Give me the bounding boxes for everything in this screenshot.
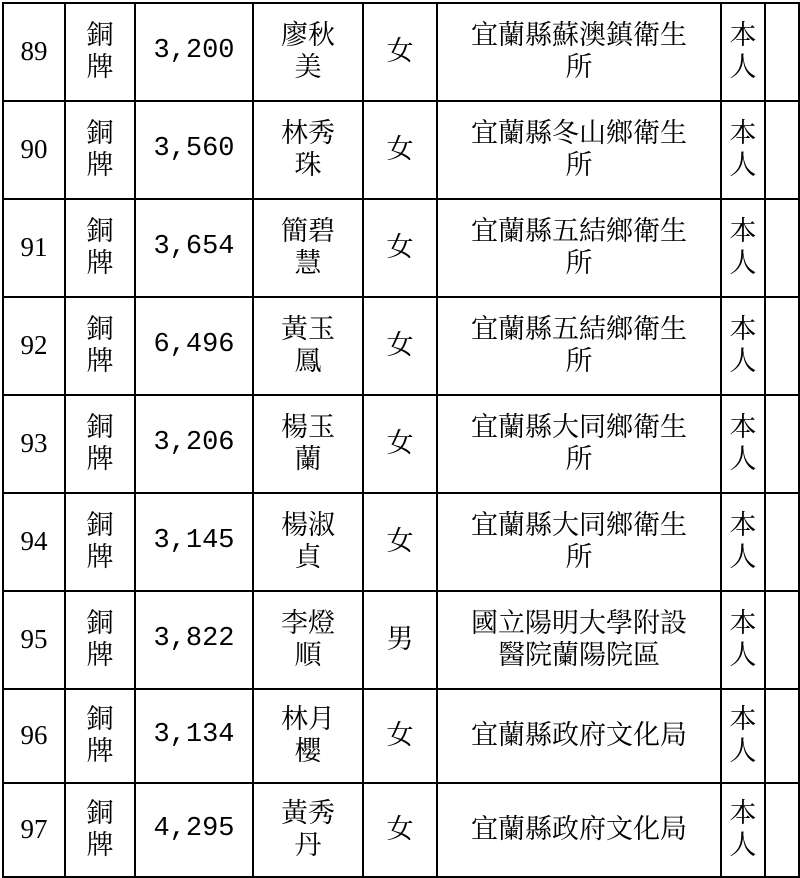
award-type-line: 銅 xyxy=(86,216,114,247)
cell-organization xyxy=(437,395,721,493)
award-type-line: 牌 xyxy=(86,640,114,670)
organization-line: 宜蘭縣五結鄉衛生 xyxy=(471,314,687,345)
cell-serial-number: 97 xyxy=(3,783,65,877)
organization-line: 宜蘭縣蘇澳鎮衛生 xyxy=(471,20,687,51)
organization-line: 所 xyxy=(565,52,593,82)
cell-receiver xyxy=(721,199,765,297)
cell-award-type xyxy=(65,3,135,101)
cell-serial-number: 90 xyxy=(3,101,65,199)
cell-gender: 女 xyxy=(363,297,437,395)
organization-line: 宜蘭縣五結鄉衛生 xyxy=(471,216,687,247)
cell-signature[interactable] xyxy=(765,689,799,783)
recipient-name-line: 慧 xyxy=(294,248,322,278)
receiver-line: 人 xyxy=(729,830,757,860)
table-row xyxy=(3,199,799,297)
cell-gender: 女 xyxy=(363,3,437,101)
cell-recipient-name xyxy=(253,101,363,199)
receiver-line: 人 xyxy=(729,444,757,474)
recipient-name-line: 楊玉 xyxy=(281,412,335,443)
cell-signature[interactable] xyxy=(765,591,799,689)
table-row xyxy=(3,689,799,783)
cell-gender: 女 xyxy=(363,689,437,783)
receiver-line: 本 xyxy=(729,510,757,541)
cell-gender: 女 xyxy=(363,493,437,591)
recipient-name-line: 黃玉 xyxy=(281,314,335,345)
cell-award-type xyxy=(65,297,135,395)
cell-serial-number: 92 xyxy=(3,297,65,395)
table-row xyxy=(3,3,799,101)
cell-serial-number: 95 xyxy=(3,591,65,689)
cell-recipient-name xyxy=(253,297,363,395)
receiver-line: 本 xyxy=(729,608,757,639)
award-type-line: 銅 xyxy=(86,798,114,829)
receiver-line: 人 xyxy=(729,52,757,82)
recipient-name-line: 林月 xyxy=(281,704,335,735)
award-type-line: 銅 xyxy=(86,118,114,149)
table-row xyxy=(3,101,799,199)
cell-recipient-name xyxy=(253,689,363,783)
organization-line: 醫院蘭陽院區 xyxy=(498,640,660,670)
cell-recipient-name xyxy=(253,199,363,297)
cell-gender: 女 xyxy=(363,199,437,297)
cell-receiver xyxy=(721,395,765,493)
cell-signature[interactable] xyxy=(765,395,799,493)
cell-gender: 女 xyxy=(363,783,437,877)
recipient-name-line: 簡碧 xyxy=(281,216,335,247)
cell-serial-number: 96 xyxy=(3,689,65,783)
recipient-name-line: 黃秀 xyxy=(281,798,335,829)
cell-receiver xyxy=(721,101,765,199)
cell-serial-number: 91 xyxy=(3,199,65,297)
cell-receiver xyxy=(721,783,765,877)
cell-organization xyxy=(437,493,721,591)
award-type-line: 牌 xyxy=(86,736,114,766)
cell-serial-number: 94 xyxy=(3,493,65,591)
award-type-line: 銅 xyxy=(86,20,114,51)
organization-line: 所 xyxy=(565,542,593,572)
cell-organization xyxy=(437,101,721,199)
cell-organization xyxy=(437,199,721,297)
cell-signature[interactable] xyxy=(765,3,799,101)
receiver-line: 本 xyxy=(729,118,757,149)
receiver-line: 本 xyxy=(729,314,757,345)
receiver-line: 本 xyxy=(729,216,757,247)
recipient-name-line: 蘭 xyxy=(294,444,322,474)
table-row xyxy=(3,783,799,877)
recipient-name-line: 丹 xyxy=(294,830,322,860)
receiver-line: 本 xyxy=(729,412,757,443)
table-row xyxy=(3,591,799,689)
recipient-name-line: 李燈 xyxy=(281,608,335,639)
cell-organization xyxy=(437,297,721,395)
cell-signature[interactable] xyxy=(765,783,799,877)
recipient-name-line: 珠 xyxy=(294,150,322,180)
cell-recipient-name xyxy=(253,591,363,689)
receiver-line: 人 xyxy=(729,640,757,670)
cell-recipient-name xyxy=(253,493,363,591)
organization-line: 國立陽明大學附設 xyxy=(471,608,687,639)
award-type-line: 牌 xyxy=(86,346,114,376)
cell-receiver xyxy=(721,591,765,689)
organization-line: 宜蘭縣冬山鄉衛生 xyxy=(471,118,687,149)
recipient-name-line: 楊淑 xyxy=(281,510,335,541)
award-type-line: 牌 xyxy=(86,150,114,180)
cell-signature[interactable] xyxy=(765,297,799,395)
table-row xyxy=(3,395,799,493)
recipient-name-line: 順 xyxy=(294,640,322,670)
table-row xyxy=(3,297,799,395)
recipient-name-line: 美 xyxy=(294,52,322,82)
cell-award-type xyxy=(65,689,135,783)
receiver-line: 人 xyxy=(729,346,757,376)
organization-line: 宜蘭縣政府文化局 xyxy=(471,814,687,845)
organization-line: 宜蘭縣大同鄉衛生 xyxy=(471,510,687,541)
recipient-name-line: 林秀 xyxy=(281,118,335,149)
organization-line: 宜蘭縣大同鄉衛生 xyxy=(471,412,687,443)
receiver-line: 人 xyxy=(729,248,757,278)
cell-signature[interactable] xyxy=(765,199,799,297)
cell-award-type xyxy=(65,101,135,199)
receiver-line: 人 xyxy=(729,736,757,766)
receiver-line: 人 xyxy=(729,542,757,572)
receiver-line: 本 xyxy=(729,704,757,735)
award-type-line: 牌 xyxy=(86,830,114,860)
cell-gender: 女 xyxy=(363,101,437,199)
organization-line: 所 xyxy=(565,248,593,278)
cell-receiver xyxy=(721,689,765,783)
cell-award-type xyxy=(65,493,135,591)
cell-gender: 男 xyxy=(363,591,437,689)
cell-recipient-name xyxy=(253,3,363,101)
cell-amount: 3,200 xyxy=(135,3,253,101)
receiver-line: 人 xyxy=(729,150,757,180)
table-body xyxy=(3,3,799,877)
award-type-line: 牌 xyxy=(86,248,114,278)
cell-organization xyxy=(437,783,721,877)
award-recipient-table xyxy=(2,2,800,878)
table-row xyxy=(3,493,799,591)
cell-recipient-name xyxy=(253,395,363,493)
cell-award-type xyxy=(65,395,135,493)
award-type-line: 銅 xyxy=(86,608,114,639)
cell-amount: 3,206 xyxy=(135,395,253,493)
award-type-line: 牌 xyxy=(86,542,114,572)
cell-amount: 3,822 xyxy=(135,591,253,689)
cell-amount: 6,496 xyxy=(135,297,253,395)
cell-amount: 3,145 xyxy=(135,493,253,591)
cell-amount: 3,560 xyxy=(135,101,253,199)
receiver-line: 本 xyxy=(729,798,757,829)
cell-organization xyxy=(437,689,721,783)
cell-receiver xyxy=(721,493,765,591)
cell-award-type xyxy=(65,199,135,297)
cell-serial-number: 93 xyxy=(3,395,65,493)
cell-receiver xyxy=(721,3,765,101)
cell-gender: 女 xyxy=(363,395,437,493)
cell-signature[interactable] xyxy=(765,493,799,591)
cell-organization xyxy=(437,591,721,689)
recipient-name-line: 鳳 xyxy=(294,346,322,376)
cell-organization xyxy=(437,3,721,101)
recipient-name-line: 貞 xyxy=(294,542,322,572)
cell-amount: 3,134 xyxy=(135,689,253,783)
award-type-line: 牌 xyxy=(86,52,114,82)
recipient-name-line: 廖秋 xyxy=(281,20,335,51)
cell-amount: 3,654 xyxy=(135,199,253,297)
document-page xyxy=(0,2,800,874)
award-type-line: 銅 xyxy=(86,704,114,735)
organization-line: 所 xyxy=(565,444,593,474)
organization-line: 宜蘭縣政府文化局 xyxy=(471,720,687,751)
cell-award-type xyxy=(65,783,135,877)
cell-serial-number: 89 xyxy=(3,3,65,101)
organization-line: 所 xyxy=(565,150,593,180)
cell-signature[interactable] xyxy=(765,101,799,199)
cell-recipient-name xyxy=(253,783,363,877)
organization-line: 所 xyxy=(565,346,593,376)
cell-award-type xyxy=(65,591,135,689)
award-type-line: 牌 xyxy=(86,444,114,474)
award-type-line: 銅 xyxy=(86,510,114,541)
award-type-line: 銅 xyxy=(86,412,114,443)
cell-receiver xyxy=(721,297,765,395)
cell-amount: 4,295 xyxy=(135,783,253,877)
recipient-name-line: 櫻 xyxy=(294,736,322,766)
award-type-line: 銅 xyxy=(86,314,114,345)
receiver-line: 本 xyxy=(729,20,757,51)
